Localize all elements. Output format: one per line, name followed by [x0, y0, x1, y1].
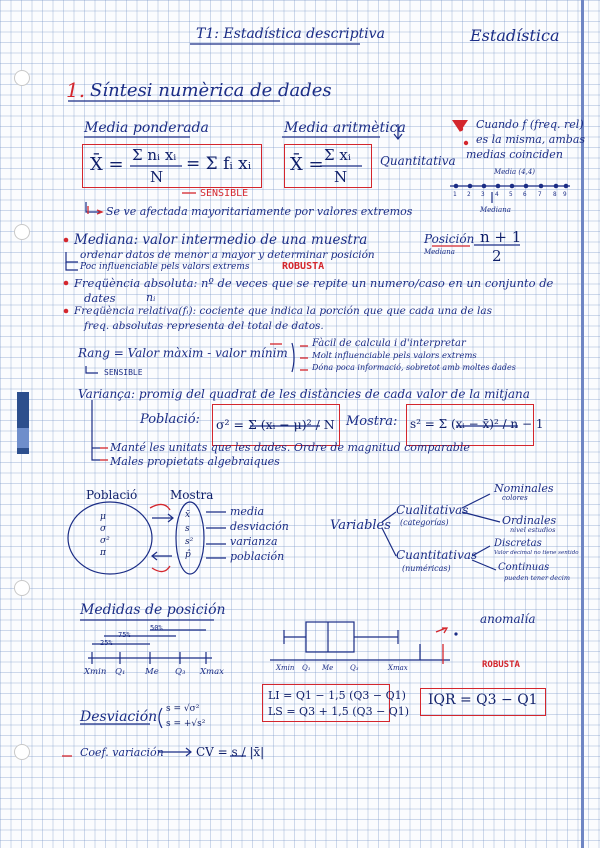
range-sensitive-label: SENSIBLE: [104, 368, 143, 377]
mediana-influence-note: Poc influenciable pels valors extrems: [80, 262, 250, 272]
freq-note-line1: Cuando f (freq. rel): [476, 118, 584, 131]
variables-nominal-sub: colores: [502, 494, 528, 502]
iqr-formula: IQR = Q3 − Q1: [428, 692, 538, 708]
freq-axis-tick: 3: [481, 191, 485, 198]
term-media: media: [230, 505, 265, 518]
weighted-mean-denominator: N: [150, 168, 164, 186]
population-symbol: μ: [100, 512, 106, 522]
mediana-pos-sublabel: Mediana: [424, 248, 455, 256]
extreme-values-note: Se ve afectada mayoritariamente por valores extremos: [106, 205, 413, 218]
arith-mean-denominator: N: [334, 168, 348, 186]
variables-ordinal-sub: nivel estudios: [510, 526, 556, 534]
sample-symbol: x̄: [185, 510, 191, 520]
weighted-mean-lhs: X̄ =: [90, 154, 124, 175]
pct75-label: 75%: [118, 631, 131, 639]
arith-mean-lhs: X̄ =: [290, 154, 324, 175]
term-poblacion: población: [230, 550, 285, 563]
position-axis-label: Q₃: [175, 667, 186, 677]
range-con-1: Molt influenciable pels valors extrems: [312, 351, 477, 361]
weighted-mean-heading: Media ponderada: [84, 120, 209, 136]
position-axis-label: Q₁: [115, 667, 126, 677]
sample-symbol: s: [185, 524, 190, 534]
boxplot-label: Xmax: [388, 664, 408, 672]
mediana-order-note: ordenar datos de menor a mayor y determinar posición: [80, 249, 375, 261]
variables-nominal: Nominales: [494, 482, 554, 495]
mediana-pos-label: Posición: [424, 232, 475, 246]
freq-axis-tick: 9: [563, 191, 567, 198]
position-axis-label: Me: [145, 667, 159, 677]
weighted-mean-numerator: Σ nᵢ xᵢ: [132, 146, 177, 164]
variance-population-formula: σ² = Σ (xᵢ − μ)² / N: [216, 417, 335, 432]
page-title: T1: Estadística descriptiva: [196, 26, 385, 42]
position-heading: Medidas de posición: [80, 602, 226, 618]
section-title: Síntesi numèrica de dades: [90, 80, 332, 101]
variance-population-label: Població:: [140, 412, 200, 427]
range-pro-1: Fàcil de calcula i d'interpretar: [312, 338, 466, 349]
freq-axis-tick: 1: [453, 191, 457, 198]
arith-mean-heading: Media aritmètica: [284, 120, 406, 136]
cv-formula: CV = s / |x̄|: [196, 745, 265, 759]
term-desviacion: desviación: [230, 520, 289, 533]
sample-title: Mostra: [170, 488, 214, 502]
variables-quantitative-sub: (numéricas): [402, 564, 451, 573]
variance-definition: Variança: promig del quadrat de les distàncies de cada valor de la mitjana: [78, 387, 530, 401]
deviation-heading: Desviación: [80, 709, 158, 725]
term-varianza: varianza: [230, 535, 278, 548]
mediana-pos-numerator: n + 1: [480, 228, 522, 246]
deviation-formula-pop: s = √σ²: [166, 704, 200, 714]
boxplot-label: Q₃: [350, 664, 359, 672]
freq-axis-tick: 7: [538, 191, 542, 198]
variance-note-pro: Manté les unitats que les dades. Ordre de magnitud comparable: [110, 441, 470, 454]
variables-discrete-sub: Valor decimal no tiene sentido: [494, 550, 579, 556]
arith-mean-numerator: Σ xᵢ: [324, 146, 351, 164]
freq-axis-tick: 6: [523, 191, 527, 198]
variables-qualitative: Cualitativas: [396, 503, 469, 517]
weighted-mean-rhs: = Σ fᵢ xᵢ: [186, 154, 252, 174]
freq-abs-symbol: nᵢ: [146, 291, 156, 304]
freq-axis-tick: 4: [495, 191, 499, 198]
variance-note-con: Males propietats algebraiques: [110, 455, 280, 468]
freq-axis-tick: 2: [467, 191, 471, 198]
pct25-label: 25%: [100, 639, 113, 647]
variables-quantitative: Cuantitativas: [396, 548, 478, 562]
variables-qualitative-sub: (categorías): [400, 518, 449, 527]
sample-symbol: s²: [185, 537, 194, 547]
subject-label: Estadística: [470, 26, 560, 45]
variables-discrete: Discretas: [494, 538, 542, 549]
range-con-2: Dóna poca informació, sobretot amb moltes dades: [312, 363, 516, 372]
freq-median-label: Mediana: [480, 206, 511, 214]
population-symbol: π: [100, 548, 106, 558]
freq-axis-tick: 8: [553, 191, 557, 198]
mediana-definition: Mediana: valor intermedio de una muestra: [74, 232, 368, 248]
variables-continuous: Continuas: [498, 562, 550, 573]
population-title: Població: [86, 488, 138, 502]
variables-label: Variables: [330, 518, 391, 533]
lower-fence-formula: LI = Q1 − 1,5 (Q3 − Q1): [268, 689, 406, 702]
population-symbol: σ: [100, 524, 107, 534]
freq-rel-definition-cont: freq. absolutas representa del total de datos.: [84, 320, 324, 332]
deviation-formula-sample: s = +√s²: [166, 719, 206, 729]
cv-label: Coef. variación: [80, 746, 164, 759]
position-axis-label: Xmax: [200, 667, 224, 677]
sample-symbol: p̂: [185, 550, 191, 560]
variance-sample-formula: s² = Σ (xᵢ − x̄)² / n − 1: [410, 417, 544, 431]
population-symbol: σ²: [100, 536, 110, 546]
boxplot-label: Me: [322, 664, 334, 672]
sensitive-label: SENSIBLE: [200, 188, 249, 199]
freq-abs-definition-cont: dates: [84, 291, 116, 305]
range-definition: Rang = Valor màxim - valor mínim: [78, 346, 288, 360]
section-number: 1.: [66, 78, 86, 102]
freq-rel-definition: Freqüència relativa(fᵢ): cociente que indica la porción que que cada una de las: [74, 305, 493, 317]
variance-sample-label: Mostra:: [346, 414, 398, 429]
quantitativa-label: Quantitativa: [380, 154, 456, 168]
freq-axis-tick: 5: [509, 191, 513, 198]
position-axis-label: Xmin: [84, 667, 107, 677]
variables-continuous-sub: pueden tener decim: [504, 574, 571, 582]
variables-ordinal: Ordinales: [502, 514, 557, 527]
freq-abs-definition: Freqüència absoluta: nº de veces que se repite un numero/caso en un conjunto de: [74, 276, 554, 290]
freq-note-line2: es la misma, ambas: [476, 133, 586, 146]
outlier-label: anomalía: [480, 612, 536, 626]
mediana-pos-denominator: 2: [492, 247, 502, 265]
upper-fence-formula: LS = Q3 + 1,5 (Q3 − Q1): [268, 705, 410, 718]
boxplot-label: Q₁: [302, 664, 311, 672]
mediana-robust-label: ROBUSTA: [282, 261, 325, 272]
boxplot-label: Xmin: [276, 664, 295, 672]
boxplot-robust-label: ROBUSTA: [482, 660, 520, 670]
pct50-label: 50%: [150, 624, 163, 632]
freq-axis-title: Media (4,4): [494, 168, 536, 176]
freq-note-line3: medias coinciden: [466, 148, 563, 161]
